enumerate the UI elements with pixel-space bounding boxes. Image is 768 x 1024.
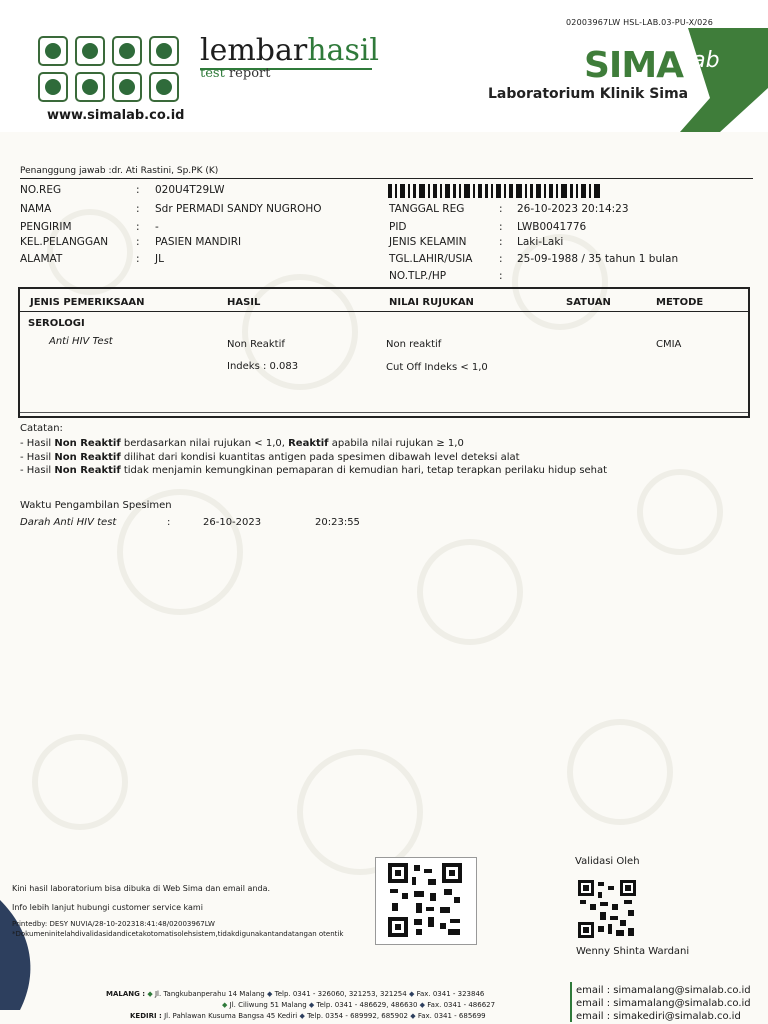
monitor-icon: [149, 36, 179, 66]
address-row-3: KEDIRI : Jl. Pahlawan Kusuma Bangsa 45 Kediri ◆ Telp. 0354 - 689992, 685902 ◆ Fax. 0341 - 685699: [130, 1012, 486, 1020]
th-nilai-rujukan: NILAI RUJUKAN: [389, 297, 474, 308]
hand-icon: [38, 72, 68, 102]
document-codes: 02003967LW HSL-LAB.03-PU-X/026: [566, 18, 714, 27]
qr-code-main[interactable]: [388, 863, 462, 937]
responsible-doctor: Penanggung jawab :dr. Ati Rastini, Sp.PK (K): [20, 166, 219, 176]
sep: :: [499, 270, 503, 282]
footer-info-2: Info lebih lanjut hubungi customer service kami: [12, 903, 203, 912]
notes-title: Catatan:: [20, 423, 63, 434]
label-alamat: ALAMAT: [20, 253, 63, 265]
email-malang-1[interactable]: email : simamalang@simalab.co.id: [576, 985, 751, 996]
note-line-1: - Hasil Non Reaktif berdasarkan nilai rujukan < 1,0, Reaktif apabila nilai rujukan ≥ 1,0: [20, 438, 464, 449]
brand-tagline: Laboratorium Klinik Sima: [488, 86, 689, 102]
email-malang-2[interactable]: email : simamalang@simalab.co.id: [576, 998, 751, 1009]
value-tanggal-reg: 26-10-2023 20:14:23: [517, 203, 629, 215]
value-alamat: JL: [155, 253, 164, 265]
footer-disclaimer: *Dokumeninitelahdivalidasidandicetakotomatisolehsistem,tidakdigunakantandatangan otentik: [12, 930, 344, 938]
label-no-tlp: NO.TLP./HP: [389, 270, 447, 282]
footer-corner-shape: [0, 900, 40, 1010]
validator-name: Wenny Shinta Wardani: [576, 946, 690, 957]
address-row-2: ◆ Jl. Ciliwung 51 Malang ◆ Telp. 0341 - 486629, 486630 ◆ Fax. 0341 - 486627: [222, 1001, 496, 1009]
qr-code-validation[interactable]: [578, 880, 636, 938]
test-reference: Non reaktif: [386, 339, 442, 350]
test-name: Anti HIV Test: [49, 336, 113, 347]
sep: :: [499, 236, 503, 248]
table-header-divider: [20, 311, 748, 312]
brand-logo-lab: lab: [686, 48, 720, 73]
label-kel-pelanggan: KEL.PELANGGAN: [20, 236, 109, 248]
validation-title: Validasi Oleh: [575, 856, 640, 867]
label-nama: NAMA: [20, 203, 52, 215]
website-link[interactable]: www.simalab.co.id: [47, 108, 185, 123]
value-pengirim: -: [155, 221, 159, 233]
specimen-sep: :: [167, 517, 171, 528]
test-result-index: Indeks : 0.083: [227, 361, 299, 372]
value-noreg: 020U4T29LW: [155, 184, 225, 196]
test-method: CMIA: [656, 339, 682, 350]
sep: :: [136, 203, 140, 215]
specimen-name: Darah Anti HIV test: [20, 517, 117, 528]
sep: :: [136, 184, 140, 196]
value-pid: LWB0041776: [517, 221, 587, 233]
sep: :: [499, 253, 503, 265]
divider-top: [20, 178, 753, 179]
report-title: lembarhasil: [200, 33, 380, 68]
test-result: Non Reaktif: [227, 339, 285, 350]
value-nama: Sdr PERMADI SANDY NUGROHO: [155, 203, 322, 215]
molecule-icon: [112, 36, 142, 66]
th-jenis-pemeriksaan: JENIS PEMERIKSAAN: [30, 297, 145, 308]
patient-icon: [112, 72, 142, 102]
drop-icon: [38, 36, 68, 66]
email-kediri[interactable]: email : simakediri@simalab.co.id: [576, 1011, 741, 1022]
sep: :: [136, 236, 140, 248]
footer-printed: Printedby: DESY NUVIA/28-10-202318:41:48/02003967LW: [12, 920, 215, 928]
flask-icon: [75, 36, 105, 66]
test-group: SEROLOGI: [28, 318, 85, 329]
th-hasil: HASIL: [227, 297, 261, 308]
value-tgl-lahir: 25-09-1988 / 35 tahun 1 bulan: [517, 253, 679, 265]
test-reference-cutoff: Cut Off Indeks < 1,0: [386, 362, 488, 373]
address-row-1: MALANG : ◆ Jl. Tangkubanperahu 14 Malang ◆ Telp. 0341 - 326060, 321253, 321254 ◆ Fax. 0341 - 323846: [106, 990, 485, 998]
person-icon: [75, 72, 105, 102]
stethoscope-icon: [149, 72, 179, 102]
specimen-time: 20:23:55: [315, 517, 360, 528]
footer-info-1: Kini hasil laboratorium bisa dibuka di Web Sima dan email anda.: [12, 884, 271, 893]
label-tanggal-reg: TANGGAL REG: [389, 203, 465, 215]
specimen-title: Waktu Pengambilan Spesimen: [20, 500, 172, 511]
email-list: [576, 984, 751, 1023]
sep: :: [499, 203, 503, 215]
barcode: [388, 184, 602, 198]
sep: :: [499, 221, 503, 233]
label-jenis-kelamin: JENIS KELAMIN: [389, 236, 467, 248]
value-kel-pelanggan: PASIEN MANDIRI: [155, 236, 242, 248]
specimen-date: 26-10-2023: [203, 517, 262, 528]
label-pid: PID: [389, 221, 407, 233]
brand-logo-sima: SIMA: [584, 45, 684, 86]
label-noreg: NO.REG: [20, 184, 62, 196]
label-pengirim: PENGIRIM: [20, 221, 72, 233]
sep: :: [136, 253, 140, 265]
label-tgl-lahir: TGL.LAHIR/USIA: [389, 253, 473, 265]
address-divider: [570, 982, 572, 1022]
value-jenis-kelamin: Laki-Laki: [517, 236, 564, 248]
note-line-2: - Hasil Non Reaktif dilihat dari kondisi kuantitas antigen pada spesimen dibawah level deteksi alat: [20, 452, 520, 463]
sep: :: [136, 221, 140, 233]
note-line-3: - Hasil Non Reaktif tidak menjamin kemungkinan pemaparan di kemudian hari, tetap terapkan perilaku hidup sehat: [20, 465, 608, 476]
report-header: [0, 0, 768, 132]
table-bottom-divider: [20, 412, 748, 413]
th-metode: METODE: [656, 297, 704, 308]
th-satuan: SATUAN: [566, 297, 611, 308]
report-subtitle: test report: [200, 66, 271, 81]
